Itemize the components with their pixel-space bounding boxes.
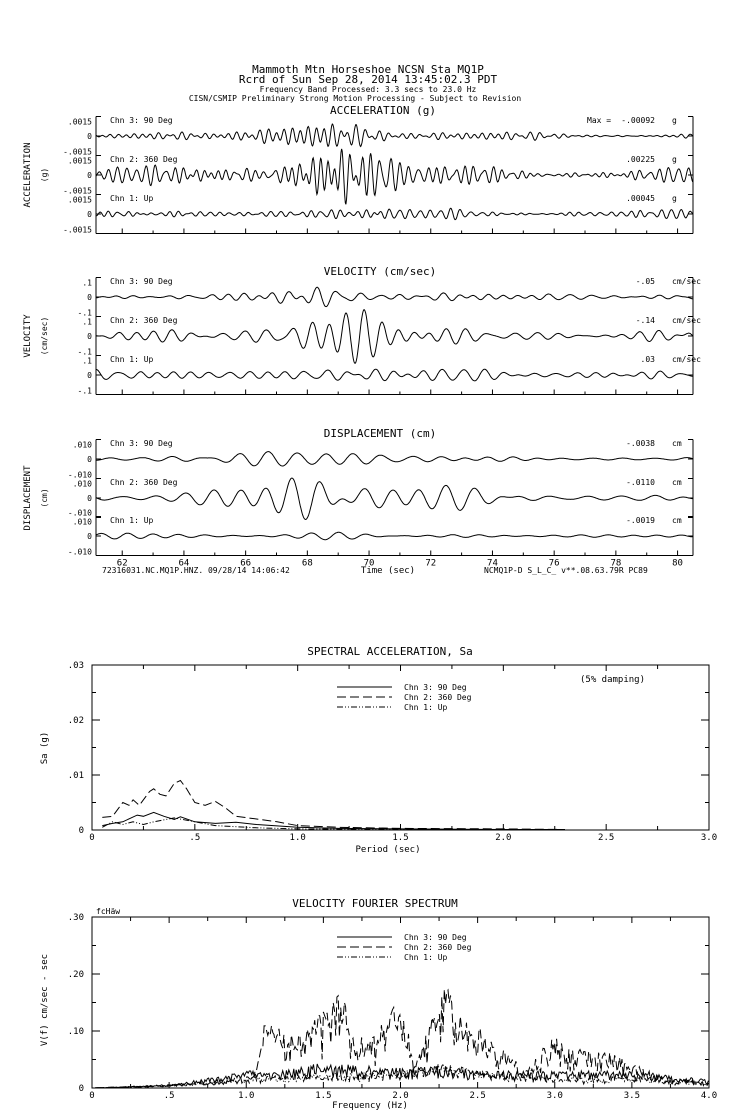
y-tick-label-bottom: -.010 <box>67 508 92 518</box>
x-tick-label: 1.5 <box>392 833 409 843</box>
channel-max-unit: g <box>672 194 677 203</box>
header-processing-note: CISN/CSMIP Preliminary Strong Motion Processing - Subject to Revision <box>188 94 522 103</box>
waveform-trace <box>96 310 693 364</box>
fourier-title: VELOCITY FOURIER SPECTRUM <box>292 897 458 910</box>
channel-max-unit: cm/sec <box>672 355 701 364</box>
y-tick-label: .02 <box>67 716 84 726</box>
channel-label: Chn 1: Up <box>110 194 154 203</box>
sa-title: SPECTRAL ACCELERATION, Sa <box>307 645 473 658</box>
x-tick-label: 2.5 <box>598 833 615 843</box>
channel-label: Chn 3: 90 Deg <box>110 277 173 286</box>
y-tick-label-top: .010 <box>72 479 92 489</box>
channel-max-unit: cm/sec <box>672 277 701 286</box>
fourier-corner-label: fcHäw <box>96 907 121 916</box>
time-panel-acceleration <box>63 116 693 235</box>
header-station: Mammoth Mtn Horseshoe NCSN Sta MQ1P <box>252 63 484 76</box>
channel-label: Chn 3: 90 Deg <box>110 439 173 448</box>
header-record-time: Rcrd of Sun Sep 28, 2014 13:45:02.3 PDT <box>238 73 498 86</box>
y-tick-label: .30 <box>67 913 84 923</box>
time-xlabel: Time (sec) <box>360 566 416 576</box>
fourier-chart <box>68 913 717 1101</box>
channel-max-value: .00045 <box>626 194 655 203</box>
x-tick-label: 3.0 <box>700 833 718 843</box>
waveform-trace <box>96 369 693 381</box>
y-tick-label-bottom: -.0015 <box>63 225 92 235</box>
x-tick-label: 2.0 <box>495 833 512 843</box>
channel-label: Chn 1: Up <box>110 516 154 525</box>
waveform-trace <box>96 287 693 306</box>
x-tick-label: 0 <box>89 1091 95 1101</box>
legend-label: Chn 3: 90 Deg <box>404 683 467 692</box>
channel-label: Chn 2: 360 Deg <box>110 316 178 325</box>
waveform-trace <box>96 478 693 519</box>
channel-max-value: .00225 <box>626 155 655 164</box>
channel-max-value: -.0038 <box>626 439 655 448</box>
channel-label: Chn 3: 90 Deg <box>110 116 173 125</box>
time-tick-label: 74 <box>487 558 498 569</box>
channel-max-unit: cm <box>672 439 682 448</box>
displacement-yunit: (cm) <box>40 488 49 508</box>
legend-label: Chn 1: Up <box>404 953 448 962</box>
legend-label: Chn 1: Up <box>404 703 448 712</box>
y-tick-label-bottom: -.0015 <box>63 186 92 196</box>
y-tick-label-top: .1 <box>82 356 92 366</box>
x-tick-label: 1.0 <box>238 1091 255 1101</box>
x-tick-label: 3.0 <box>546 1091 563 1101</box>
time-tick-label: 72 <box>425 558 437 569</box>
y-tick-label-top: .1 <box>82 278 92 288</box>
waveform-trace <box>96 149 693 204</box>
y-tick-label: 0 <box>78 1084 84 1094</box>
channel-label: Chn 2: 360 Deg <box>110 155 178 164</box>
sa-ylabel: Sa (g) <box>40 731 50 765</box>
time-tick-label: 66 <box>240 558 252 569</box>
y-tick-label-zero: 0 <box>87 332 92 341</box>
fourier-xlabel: Frequency (Hz) <box>332 1101 408 1111</box>
sa-chart <box>68 661 717 843</box>
y-tick-label-zero: 0 <box>87 132 92 141</box>
sa-xlabel: Period (sec) <box>355 845 421 855</box>
waveform-trace <box>96 208 693 220</box>
velocity-title: VELOCITY (cm/sec) <box>323 265 437 278</box>
y-tick-label-top: .010 <box>72 517 92 527</box>
x-tick-label: 0 <box>89 833 95 843</box>
x-tick-label: 2.5 <box>469 1091 486 1101</box>
time-tick-label: 68 <box>301 558 313 569</box>
time-tick-label: 64 <box>178 558 190 569</box>
y-tick-label-zero: 0 <box>87 293 92 302</box>
y-tick-label-zero: 0 <box>87 455 92 464</box>
y-tick-label: .01 <box>67 771 84 781</box>
displacement-ylabel: DISPLACEMENT <box>23 465 33 531</box>
y-tick-label: .10 <box>67 1027 84 1037</box>
y-tick-label-bottom: -.010 <box>67 470 92 480</box>
legend-label: Chn 2: 360 Deg <box>404 943 472 952</box>
time-tick-label: 76 <box>548 558 560 569</box>
y-tick-label-zero: 0 <box>87 494 92 503</box>
x-tick-label: 3.5 <box>623 1091 641 1101</box>
waveform-trace <box>96 124 693 147</box>
channel-max-value: -.00092 <box>621 116 655 125</box>
x-tick-label: 1.0 <box>289 833 306 843</box>
acceleration-title: ACCELERATION (g) <box>330 104 436 117</box>
y-tick-label-top: .010 <box>72 440 92 450</box>
velocity-yunit: (cm/sec) <box>40 316 49 356</box>
sa-damping-note: (5% damping) <box>580 675 646 685</box>
x-tick-label: .5 <box>163 1091 175 1101</box>
y-tick-label-top: .0015 <box>67 195 92 205</box>
channel-max-value: -.0019 <box>626 516 655 525</box>
max-prefix: Max = <box>587 116 612 125</box>
y-tick-label-zero: 0 <box>87 171 92 180</box>
acceleration-ylabel: ACCELERATION <box>23 142 33 208</box>
waveform-trace <box>96 452 693 466</box>
channel-max-value: -.0110 <box>626 478 655 487</box>
legend-label: Chn 2: 360 Deg <box>404 693 472 702</box>
time-panel-displacement <box>68 439 693 569</box>
displacement-title: DISPLACEMENT (cm) <box>323 427 437 440</box>
velocity-ylabel: VELOCITY <box>23 314 33 358</box>
y-tick-label-top: .0015 <box>67 117 92 127</box>
time-tick-label: 78 <box>610 558 622 569</box>
series-line-dashed <box>102 781 565 830</box>
channel-max-unit: cm <box>672 478 682 487</box>
y-tick-label-bottom: -.0015 <box>63 147 92 157</box>
time-tick-label: 80 <box>672 558 683 569</box>
fourier-ylabel: V(f) cm/sec - sec <box>40 953 50 1047</box>
waveform-trace <box>96 532 693 539</box>
y-tick-label-bottom: -.1 <box>77 308 92 318</box>
y-tick-label: 0 <box>78 826 84 836</box>
y-tick-label-zero: 0 <box>87 210 92 219</box>
y-tick-label-top: .1 <box>82 317 92 327</box>
channel-max-value: -.14 <box>635 316 655 325</box>
acceleration-yunit: (g) <box>40 167 49 183</box>
channel-max-value: .03 <box>640 355 655 364</box>
y-tick-label-bottom: -.1 <box>77 347 92 357</box>
channel-max-unit: cm <box>672 516 682 525</box>
x-tick-label: .5 <box>189 833 201 843</box>
header-frequency-band: Frequency Band Processed: 3.3 secs to 23.0 Hz <box>259 85 477 94</box>
time-panel-velocity <box>78 277 702 396</box>
channel-max-unit: g <box>672 116 677 125</box>
y-tick-label-zero: 0 <box>87 532 92 541</box>
y-tick-label: .20 <box>67 970 84 980</box>
time-tick-label: 62 <box>116 558 128 569</box>
channel-label: Chn 1: Up <box>110 355 154 364</box>
channel-max-unit: g <box>672 155 677 164</box>
footer-processing-id: NCMQ1P-D S_L_C_ v**.08.63.79R PC89 <box>484 566 648 575</box>
y-tick-label-zero: 0 <box>87 371 92 380</box>
y-tick-label-top: .0015 <box>67 156 92 166</box>
channel-max-unit: cm/sec <box>672 316 701 325</box>
y-tick-label: .03 <box>67 661 84 671</box>
x-tick-label: 2.0 <box>392 1091 409 1101</box>
legend-label: Chn 3: 90 Deg <box>404 933 467 942</box>
y-tick-label-bottom: -.010 <box>67 547 92 557</box>
x-tick-label: 1.5 <box>315 1091 332 1101</box>
channel-max-value: -.05 <box>635 277 655 286</box>
footer-record-id: 72316031.NC.MQ1P.HNZ. 09/28/14 14:06:42 <box>102 566 290 575</box>
y-tick-label-bottom: -.1 <box>77 386 92 396</box>
time-tick-label: 70 <box>363 558 375 569</box>
plot-frame <box>92 665 709 830</box>
channel-label: Chn 2: 360 Deg <box>110 478 178 487</box>
x-tick-label: 4.0 <box>700 1091 718 1101</box>
